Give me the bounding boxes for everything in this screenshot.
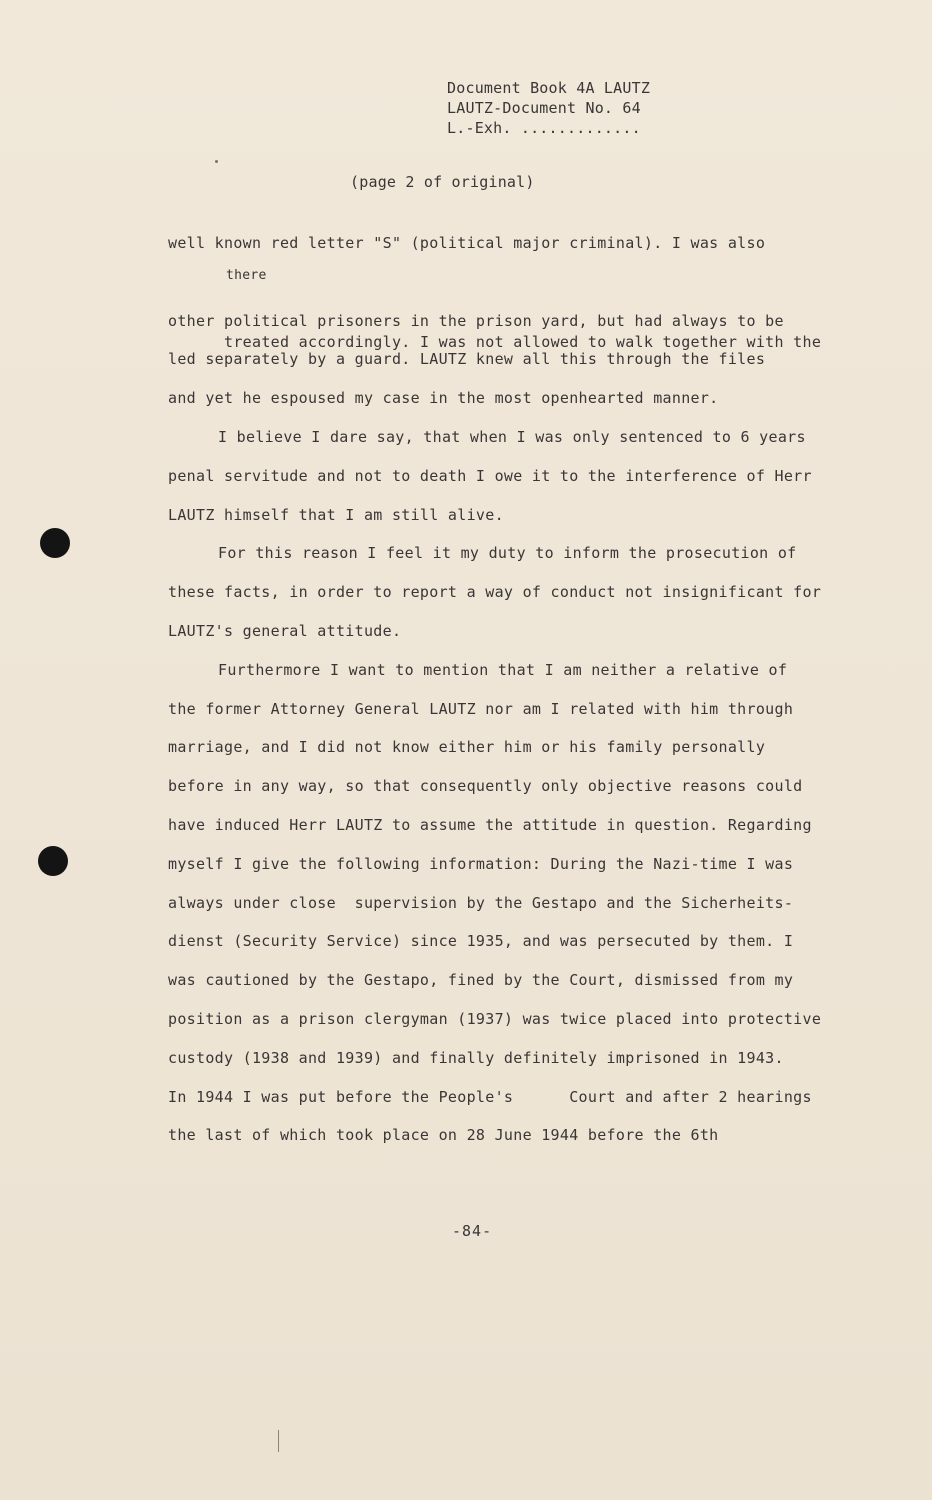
body-line-4: led separately by a guard. LAUTZ knew all this through the files (168, 350, 766, 369)
body-line-13: the former Attorney General LAUTZ nor am I related with him through (168, 699, 794, 718)
paper-mark (278, 1430, 279, 1452)
body-line-10: these facts, in order to report a way of conduct not insignificant for (168, 583, 822, 602)
body-text (168, 228, 858, 1159)
body-line-7: penal servitude and not to death I owe it to the interference of Herr (168, 466, 812, 485)
punch-hole-top (40, 528, 70, 558)
body-line-21: position as a prison clergyman (1937) was twice placed into protective (168, 1009, 822, 1028)
body-line-2-text: treated accordingly. I was not allowed to walk together with the (224, 332, 822, 351)
page-reference: (page 2 of original) (350, 173, 535, 191)
body-line-16: have induced Herr LAUTZ to assume the attitude in question. Regarding (168, 815, 812, 834)
body-line-11: LAUTZ's general attitude. (168, 621, 402, 640)
body-line-20: was cautioned by the Gestapo, fined by the Court, dismissed from my (168, 971, 794, 990)
interlinear-insert: there (226, 267, 267, 283)
document-book-line: Document Book 4A LAUTZ (447, 79, 651, 97)
body-line-15: before in any way, so that consequently only objective reasons could (168, 777, 803, 796)
body-line-23: In 1944 I was put before the People's Court and after 2 hearings (168, 1087, 812, 1106)
body-line-22: custody (1938 and 1939) and finally definitely imprisoned in 1943. (168, 1048, 784, 1067)
punch-hole-bottom (38, 846, 68, 876)
document-number-line: LAUTZ-Document No. 64 (447, 99, 641, 117)
page-number: -84- (452, 1222, 493, 1240)
body-line-14: marriage, and I did not know either him or his family personally (168, 738, 766, 757)
paper-speck (215, 160, 218, 163)
body-line-19: dienst (Security Service) since 1935, and was persecuted by them. I (168, 932, 794, 951)
body-line-1: well known red letter "S" (political major criminal). I was also (168, 234, 766, 252)
body-line-24: the last of which took place on 28 June 1944 before the 6th (168, 1126, 719, 1145)
body-line-5: and yet he espoused my case in the most openhearted manner. (168, 389, 719, 408)
body-line-12: Furthermore I want to mention that I am neither a relative of (218, 660, 788, 679)
body-line-17: myself I give the following information: During the Nazi-time I was (168, 854, 794, 873)
body-line-9: For this reason I feel it my duty to inform the prosecution of (218, 544, 797, 563)
body-line-3: other political prisoners in the prison yard, but had always to be (168, 311, 784, 330)
document-header (447, 78, 650, 138)
body-line-18: always under close supervision by the Gestapo and the Sicherheits- (168, 893, 794, 912)
body-line-8: LAUTZ himself that I am still alive. (168, 505, 504, 524)
exhibit-line: L.-Exh. ............. (447, 119, 641, 137)
body-line-6: I believe I dare say, that when I was only sentenced to 6 years (218, 427, 806, 446)
